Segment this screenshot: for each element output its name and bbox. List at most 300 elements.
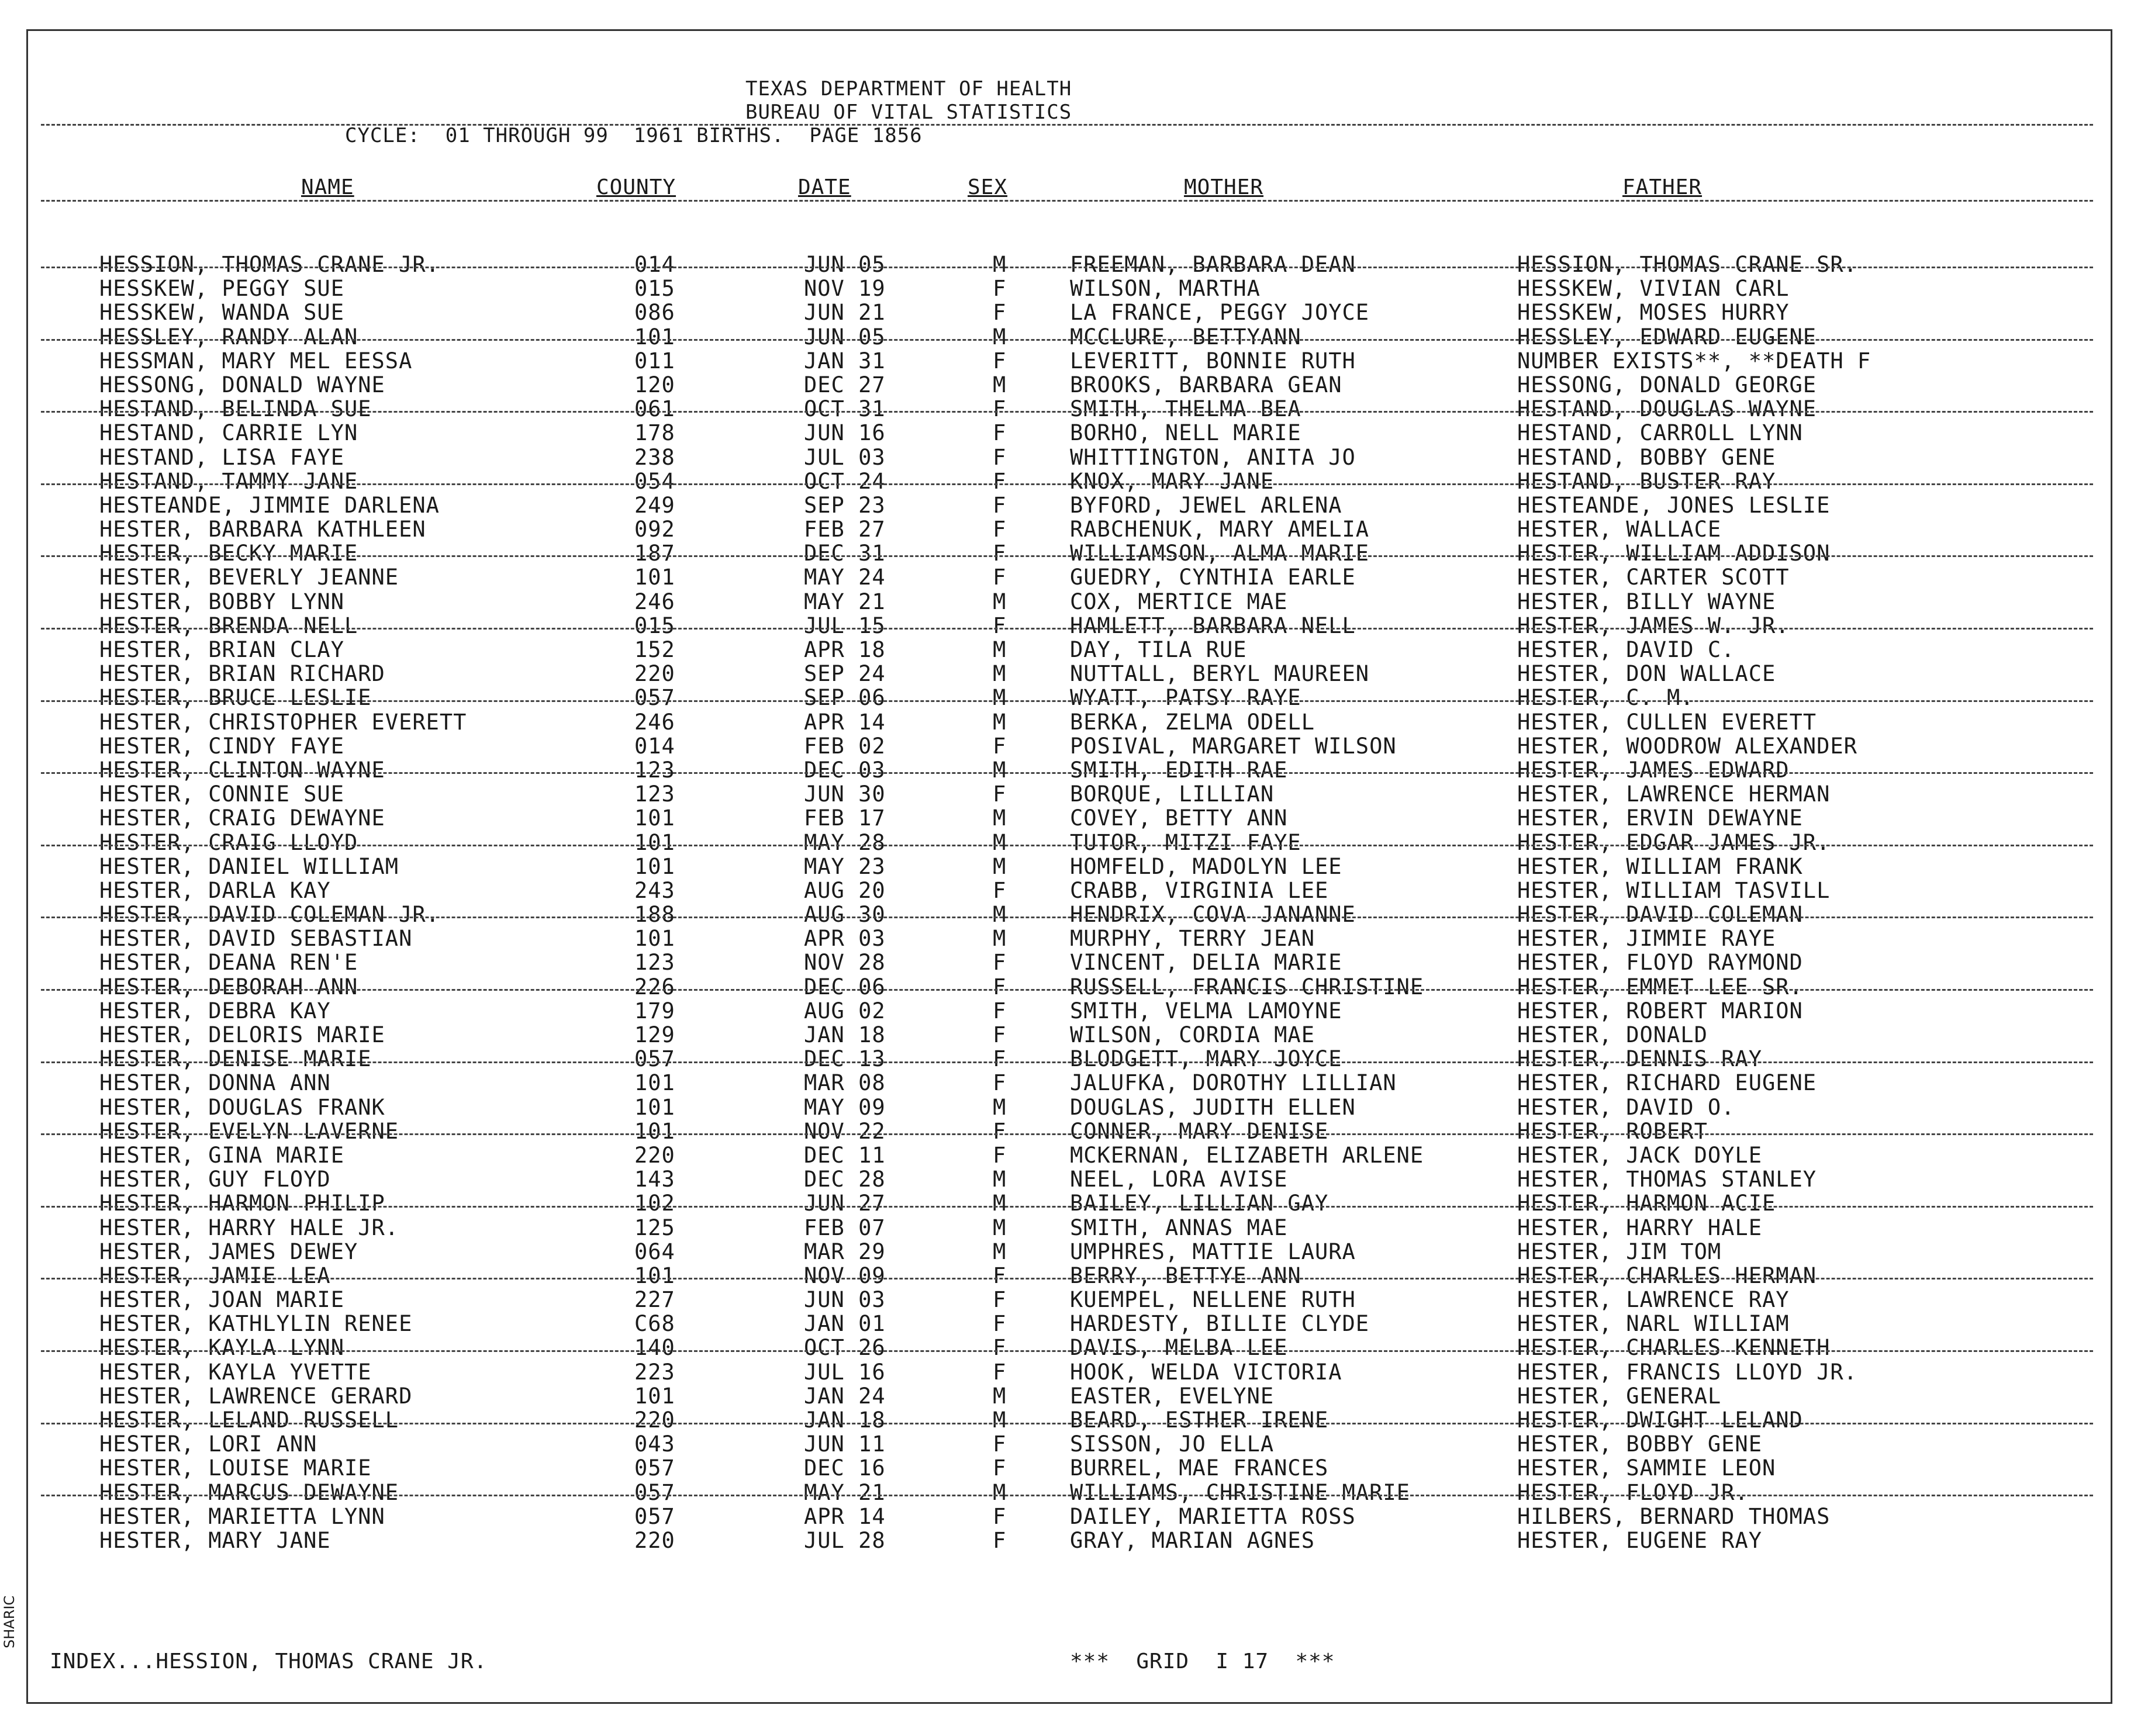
- name-cell: HESTER, KAYLA YVETTE: [99, 1359, 372, 1385]
- county-cell: 101: [634, 565, 675, 590]
- mother-cell: DAVIS, MELBA LEE: [1070, 1335, 1288, 1361]
- name-cell: HESTER, DANIEL WILLIAM: [99, 853, 399, 879]
- date-cell: FEB 02: [804, 733, 886, 759]
- father-cell: HESTER, JAMES EDWARD: [1517, 757, 1790, 783]
- name-cell: HESTER, CRAIG LLOYD: [99, 829, 358, 855]
- mother-cell: POSIVAL, MARGARET WILSON: [1070, 733, 1397, 759]
- county-cell: 101: [634, 1118, 675, 1144]
- county-cell: 086: [634, 300, 675, 326]
- county-cell: 014: [634, 252, 675, 277]
- date-cell: AUG 02: [804, 998, 886, 1023]
- father-cell: HESSKEW, VIVIAN CARL: [1517, 276, 1790, 302]
- table-row: [0, 349, 2134, 373]
- name-cell: HESTER, DEBRA KAY: [99, 998, 331, 1023]
- name-cell: HESTER, LAWRENCE GERARD: [99, 1383, 413, 1409]
- county-cell: 220: [634, 1408, 675, 1433]
- table-row: [0, 1143, 2134, 1167]
- county-cell: 123: [634, 757, 675, 783]
- county-cell: 249: [634, 492, 675, 518]
- name-cell: HESTAND, TAMMY JANE: [99, 468, 358, 494]
- date-cell: MAY 23: [804, 853, 886, 879]
- name-cell: HESTER, BRIAN CLAY: [99, 637, 344, 662]
- row-divider: [41, 772, 2093, 774]
- table-row: [0, 517, 2134, 541]
- sex-cell: F: [993, 1311, 1007, 1337]
- sex-cell: M: [993, 324, 1007, 350]
- mother-cell: DOUGLAS, JUDITH ELLEN: [1070, 1094, 1356, 1120]
- father-cell: HESTER, FLOYD JR.: [1517, 1479, 1749, 1505]
- mother-cell: HAMLETT, BARBARA NELL: [1070, 613, 1356, 638]
- father-cell: HESTER, ROBERT: [1517, 1118, 1708, 1144]
- row-divider: [41, 1133, 2093, 1135]
- father-cell: HESTER, RICHARD EUGENE: [1517, 1070, 1817, 1096]
- sex-cell: M: [993, 1215, 1007, 1240]
- column-header-father: FATHER: [1622, 175, 1703, 199]
- sex-cell: M: [993, 637, 1007, 662]
- sex-cell: F: [993, 300, 1007, 326]
- county-cell: 243: [634, 877, 675, 903]
- name-cell: HESTER, DARLA KAY: [99, 877, 331, 903]
- table-row: [0, 855, 2134, 879]
- date-cell: APR 14: [804, 1503, 886, 1529]
- name-cell: HESSKEW, PEGGY SUE: [99, 276, 344, 302]
- row-divider: [41, 1278, 2093, 1279]
- county-cell: 246: [634, 709, 675, 735]
- date-cell: NOV 22: [804, 1118, 886, 1144]
- date-cell: APR 18: [804, 637, 886, 662]
- table-row: [0, 373, 2134, 397]
- mother-cell: WILSON, CORDIA MAE: [1070, 1022, 1315, 1047]
- date-cell: JUN 05: [804, 252, 886, 277]
- county-cell: 220: [634, 661, 675, 687]
- table-row: [0, 1408, 2134, 1432]
- date-cell: DEC 27: [804, 372, 886, 397]
- name-cell: HESTER, LOUISE MARIE: [99, 1455, 372, 1481]
- mother-cell: GRAY, MARIAN AGNES: [1070, 1527, 1315, 1553]
- name-cell: HESTER, CONNIE SUE: [99, 781, 344, 807]
- date-cell: DEC 11: [804, 1142, 886, 1168]
- county-cell: 015: [634, 276, 675, 302]
- sex-cell: F: [993, 1263, 1007, 1288]
- name-cell: HESTER, JOAN MARIE: [99, 1287, 344, 1313]
- mother-cell: SMITH, THELMA BEA: [1070, 396, 1301, 422]
- sex-cell: M: [993, 709, 1007, 735]
- name-cell: HESTER, BEVERLY JEANNE: [99, 565, 399, 590]
- date-cell: MAY 28: [804, 829, 886, 855]
- mother-cell: SMITH, VELMA LAMOYNE: [1070, 998, 1342, 1023]
- name-cell: HESTER, CINDY FAYE: [99, 733, 344, 759]
- date-cell: SEP 23: [804, 492, 886, 518]
- name-cell: HESTER, DEANA REN'E: [99, 950, 358, 976]
- side-label: SHARIC: [1, 1595, 18, 1648]
- date-cell: JAN 31: [804, 348, 886, 374]
- name-cell: HESTER, DAVID COLEMAN JR.: [99, 902, 440, 928]
- date-cell: JUN 16: [804, 420, 886, 446]
- table-row: [0, 1216, 2134, 1240]
- date-cell: JUL 15: [804, 613, 886, 638]
- father-cell: HESTER, FLOYD RAYMOND: [1517, 950, 1803, 976]
- sex-cell: F: [993, 444, 1007, 470]
- father-cell: HESTER, CARTER SCOTT: [1517, 565, 1790, 590]
- county-cell: 015: [634, 613, 675, 638]
- county-cell: 140: [634, 1335, 675, 1361]
- date-cell: JUN 27: [804, 1191, 886, 1216]
- column-header-name: NAME: [301, 175, 354, 199]
- father-cell: HESTER, DAVID C.: [1517, 637, 1735, 662]
- row-divider: [41, 917, 2093, 918]
- name-cell: HESSMAN, MARY MEL EESSA: [99, 348, 413, 374]
- date-cell: OCT 26: [804, 1335, 886, 1361]
- name-cell: HESTER, BRENDA NELL: [99, 613, 358, 638]
- mother-cell: JALUFKA, DOROTHY LILLIAN: [1070, 1070, 1397, 1096]
- mother-cell: RUSSELL, FRANCIS CHRISTINE: [1070, 974, 1424, 1000]
- name-cell: HESTER, CRAIG DEWAYNE: [99, 805, 385, 831]
- father-cell: HESTER, WOODROW ALEXANDER: [1517, 733, 1857, 759]
- county-cell: 092: [634, 517, 675, 542]
- sex-cell: M: [993, 372, 1007, 397]
- date-cell: OCT 24: [804, 468, 886, 494]
- sex-cell: F: [993, 468, 1007, 494]
- date-cell: JAN 24: [804, 1383, 886, 1409]
- county-cell: 120: [634, 372, 675, 397]
- father-cell: HESTER, ERVIN DEWAYNE: [1517, 805, 1803, 831]
- name-cell: HESTER, GINA MARIE: [99, 1142, 344, 1168]
- date-cell: DEC 16: [804, 1455, 886, 1481]
- father-cell: HESTER, DON WALLACE: [1517, 661, 1776, 687]
- father-cell: HESTER, FRANCIS LLOYD JR.: [1517, 1359, 1857, 1385]
- table-row: [0, 1264, 2134, 1288]
- date-cell: NOV 19: [804, 276, 886, 302]
- table-row: [0, 1528, 2134, 1552]
- name-cell: HESTER, CHRISTOPHER EVERETT: [99, 709, 467, 735]
- table-row: [0, 421, 2134, 445]
- row-divider: [41, 845, 2093, 846]
- date-cell: DEC 03: [804, 757, 886, 783]
- father-cell: HESSLEY, EDWARD EUGENE: [1517, 324, 1817, 350]
- mother-cell: DAILEY, MARIETTA ROSS: [1070, 1503, 1356, 1529]
- sex-cell: F: [993, 733, 1007, 759]
- father-cell: HESTER, THOMAS STANLEY: [1517, 1167, 1817, 1192]
- date-cell: JAN 01: [804, 1311, 886, 1337]
- county-cell: 178: [634, 420, 675, 446]
- table-row: [0, 253, 2134, 276]
- date-cell: JUN 11: [804, 1431, 886, 1457]
- father-cell: HESTER, CHARLES HERMAN: [1517, 1263, 1817, 1288]
- sex-cell: F: [993, 565, 1007, 590]
- father-cell: HESTER, LAWRENCE HERMAN: [1517, 781, 1831, 807]
- name-cell: HESTER, BECKY MARIE: [99, 541, 358, 566]
- father-cell: HESTER, DENNIS RAY: [1517, 1046, 1762, 1072]
- sex-cell: F: [993, 1359, 1007, 1385]
- column-header-county: COUNTY: [596, 175, 676, 199]
- table-row: [0, 1360, 2134, 1384]
- county-cell: 101: [634, 829, 675, 855]
- county-cell: 179: [634, 998, 675, 1023]
- mother-cell: BERRY, BETTYE ANN: [1070, 1263, 1301, 1288]
- header-agency: TEXAS DEPARTMENT OF HEALTH: [745, 77, 1072, 101]
- mother-cell: WILLIAMSON, ALMA MARIE: [1070, 541, 1370, 566]
- mother-cell: BROOKS, BARBARA GEAN: [1070, 372, 1342, 397]
- table-row: [0, 1432, 2134, 1456]
- sex-cell: M: [993, 1479, 1007, 1505]
- mother-cell: BORHO, NELL MARIE: [1070, 420, 1301, 446]
- father-cell: HESTER, JIM TOM: [1517, 1239, 1722, 1264]
- sex-cell: F: [993, 1527, 1007, 1553]
- table-row: [0, 1384, 2134, 1408]
- mother-cell: NUTTALL, BERYL MAUREEN: [1070, 661, 1370, 687]
- table-row: [0, 734, 2134, 758]
- table-row: [0, 445, 2134, 469]
- sex-cell: M: [993, 805, 1007, 831]
- name-cell: HESTER, KAYLA LYNN: [99, 1335, 344, 1361]
- date-cell: JUL 03: [804, 444, 886, 470]
- table-row: [0, 879, 2134, 902]
- table-row: [0, 782, 2134, 806]
- table-row: [0, 1312, 2134, 1336]
- sex-cell: M: [993, 1191, 1007, 1216]
- date-cell: AUG 20: [804, 877, 886, 903]
- father-cell: HESTAND, CARROLL LYNN: [1517, 420, 1803, 446]
- name-cell: HESTER, HARMON PHILIP: [99, 1191, 385, 1216]
- table-row: [0, 710, 2134, 734]
- sex-cell: F: [993, 1118, 1007, 1144]
- row-divider: [41, 1206, 2093, 1208]
- row-divider: [41, 1423, 2093, 1424]
- father-cell: HESTER, DAVID O.: [1517, 1094, 1735, 1120]
- sex-cell: M: [993, 1094, 1007, 1120]
- column-header-divider: [41, 200, 2093, 202]
- date-cell: MAY 21: [804, 589, 886, 614]
- name-cell: HESTER, HARRY HALE JR.: [99, 1215, 399, 1240]
- mother-cell: BYFORD, JEWEL ARLENA: [1070, 492, 1342, 518]
- table-row: [0, 590, 2134, 614]
- sex-cell: F: [993, 492, 1007, 518]
- county-cell: 057: [634, 685, 675, 711]
- sex-cell: M: [993, 1167, 1007, 1192]
- sex-cell: M: [993, 926, 1007, 952]
- county-cell: 057: [634, 1046, 675, 1072]
- father-cell: HESSONG, DONALD GEORGE: [1517, 372, 1817, 397]
- father-cell: HESTAND, BUSTER RAY: [1517, 468, 1776, 494]
- county-cell: 246: [634, 589, 675, 614]
- table-row: [0, 325, 2134, 349]
- name-cell: HESTER, EVELYN LAVERNE: [99, 1118, 399, 1144]
- sex-cell: F: [993, 781, 1007, 807]
- date-cell: OCT 31: [804, 396, 886, 422]
- father-cell: HESTER, LAWRENCE RAY: [1517, 1287, 1790, 1313]
- date-cell: MAY 24: [804, 565, 886, 590]
- father-cell: HESTER, WILLIAM TASVILL: [1517, 877, 1831, 903]
- date-cell: MAR 08: [804, 1070, 886, 1096]
- sex-cell: F: [993, 1455, 1007, 1481]
- date-cell: JUN 21: [804, 300, 886, 326]
- date-cell: JUN 30: [804, 781, 886, 807]
- name-cell: HESTER, BARBARA KATHLEEN: [99, 517, 426, 542]
- sex-cell: F: [993, 974, 1007, 1000]
- mother-cell: HENDRIX, COVA JANANNE: [1070, 902, 1356, 928]
- sex-cell: M: [993, 853, 1007, 879]
- name-cell: HESTER, BRUCE LESLIE: [99, 685, 372, 711]
- table-row: [0, 541, 2134, 565]
- date-cell: APR 03: [804, 926, 886, 952]
- county-cell: 101: [634, 926, 675, 952]
- row-divider: [41, 1495, 2093, 1496]
- name-cell: HESTAND, BELINDA SUE: [99, 396, 372, 422]
- sex-cell: F: [993, 420, 1007, 446]
- father-cell: NUMBER EXISTS**, **DEATH F: [1517, 348, 1871, 374]
- mother-cell: TUTOR, MITZI FAYE: [1070, 829, 1301, 855]
- header-bureau: BUREAU OF VITAL STATISTICS: [745, 101, 1072, 124]
- table-row: [0, 1240, 2134, 1264]
- date-cell: DEC 31: [804, 541, 886, 566]
- table-row: [0, 565, 2134, 589]
- name-cell: HESTEANDE, JIMMIE DARLENA: [99, 492, 440, 518]
- sex-cell: M: [993, 589, 1007, 614]
- name-cell: HESTER, BOBBY LYNN: [99, 589, 344, 614]
- name-cell: HESTER, GUY FLOYD: [99, 1167, 331, 1192]
- table-row: [0, 493, 2134, 517]
- date-cell: FEB 07: [804, 1215, 886, 1240]
- mother-cell: SMITH, EDITH RAE: [1070, 757, 1288, 783]
- sex-cell: F: [993, 1503, 1007, 1529]
- sex-cell: F: [993, 1142, 1007, 1168]
- county-cell: 057: [634, 1479, 675, 1505]
- county-cell: 011: [634, 348, 675, 374]
- mother-cell: KUEMPEL, NELLENE RUTH: [1070, 1287, 1356, 1313]
- name-cell: HESTER, DOUGLAS FRANK: [99, 1094, 385, 1120]
- name-cell: HESSKEW, WANDA SUE: [99, 300, 344, 326]
- mother-cell: SISSON, JO ELLA: [1070, 1431, 1275, 1457]
- county-cell: 227: [634, 1287, 675, 1313]
- father-cell: HESTER, SAMMIE LEON: [1517, 1455, 1776, 1481]
- table-row: [0, 831, 2134, 855]
- county-cell: 061: [634, 396, 675, 422]
- date-cell: MAR 29: [804, 1239, 886, 1264]
- row-divider: [41, 411, 2093, 413]
- table-row: [0, 1071, 2134, 1095]
- mother-cell: HARDESTY, BILLIE CLYDE: [1070, 1311, 1370, 1337]
- county-cell: 187: [634, 541, 675, 566]
- county-cell: 043: [634, 1431, 675, 1457]
- row-divider: [41, 267, 2093, 268]
- name-cell: HESTAND, CARRIE LYN: [99, 420, 358, 446]
- county-cell: 102: [634, 1191, 675, 1216]
- mother-cell: SMITH, ANNAS MAE: [1070, 1215, 1288, 1240]
- row-divider: [41, 700, 2093, 702]
- mother-cell: LA FRANCE, PEGGY JOYCE: [1070, 300, 1370, 326]
- table-row: [0, 1505, 2134, 1528]
- father-cell: HESSKEW, MOSES HURRY: [1517, 300, 1790, 326]
- sex-cell: M: [993, 1408, 1007, 1433]
- father-cell: HESTAND, BOBBY GENE: [1517, 444, 1776, 470]
- table-row: [0, 1191, 2134, 1215]
- county-cell: 054: [634, 468, 675, 494]
- mother-cell: NEEL, LORA AVISE: [1070, 1167, 1288, 1192]
- county-cell: 143: [634, 1167, 675, 1192]
- sex-cell: F: [993, 1431, 1007, 1457]
- county-cell: 188: [634, 902, 675, 928]
- county-cell: 101: [634, 1094, 675, 1120]
- father-cell: HESTER, BOBBY GENE: [1517, 1431, 1762, 1457]
- county-cell: 152: [634, 637, 675, 662]
- mother-cell: HOMFELD, MADOLYN LEE: [1070, 853, 1342, 879]
- mother-cell: VINCENT, DELIA MARIE: [1070, 950, 1342, 976]
- date-cell: SEP 24: [804, 661, 886, 687]
- column-header-date: DATE: [798, 175, 851, 199]
- index-line: INDEX...HESSION, THOMAS CRANE JR.: [50, 1649, 488, 1673]
- date-cell: APR 14: [804, 709, 886, 735]
- father-cell: HESTER, JACK DOYLE: [1517, 1142, 1762, 1168]
- mother-cell: LEVERITT, BONNIE RUTH: [1070, 348, 1356, 374]
- father-cell: HESSION, THOMAS CRANE SR.: [1517, 252, 1857, 277]
- sex-cell: F: [993, 541, 1007, 566]
- father-cell: HESTER, CHARLES KENNETH: [1517, 1335, 1831, 1361]
- county-cell: 101: [634, 805, 675, 831]
- mother-cell: CONNER, MARY DENISE: [1070, 1118, 1329, 1144]
- date-cell: JUL 28: [804, 1527, 886, 1553]
- name-cell: HESTER, DELORIS MARIE: [99, 1022, 385, 1047]
- name-cell: HESTER, LELAND RUSSELL: [99, 1408, 399, 1433]
- name-cell: HESTER, DEBORAH ANN: [99, 974, 358, 1000]
- mother-cell: CRABB, VIRGINIA LEE: [1070, 877, 1329, 903]
- mother-cell: MCKERNAN, ELIZABETH ARLENE: [1070, 1142, 1424, 1168]
- sex-cell: M: [993, 661, 1007, 687]
- mother-cell: BERKA, ZELMA ODELL: [1070, 709, 1315, 735]
- name-cell: HESSONG, DONALD WAYNE: [99, 372, 385, 397]
- sex-cell: F: [993, 1022, 1007, 1047]
- father-cell: HESTER, DAVID COLEMAN: [1517, 902, 1803, 928]
- date-cell: FEB 17: [804, 805, 886, 831]
- mother-cell: COX, MERTICE MAE: [1070, 589, 1288, 614]
- cycle-line: CYCLE: 01 THROUGH 99 1961 BIRTHS. PAGE 1856: [345, 124, 923, 147]
- name-cell: HESTAND, LISA FAYE: [99, 444, 344, 470]
- date-cell: DEC 06: [804, 974, 886, 1000]
- sex-cell: F: [993, 950, 1007, 976]
- father-cell: HESTER, HARMON ACIE: [1517, 1191, 1776, 1216]
- date-cell: JUN 05: [804, 324, 886, 350]
- father-cell: HESTER, C. M.: [1517, 685, 1694, 711]
- mother-cell: BAILEY, LILLIAN GAY: [1070, 1191, 1329, 1216]
- sex-cell: F: [993, 1335, 1007, 1361]
- date-cell: DEC 13: [804, 1046, 886, 1072]
- name-cell: HESTER, KATHLYLIN RENEE: [99, 1311, 413, 1337]
- date-cell: NOV 28: [804, 950, 886, 976]
- record-table: [0, 253, 2134, 1552]
- table-row: [0, 1336, 2134, 1360]
- sex-cell: M: [993, 757, 1007, 783]
- table-row: [0, 758, 2134, 782]
- county-cell: 057: [634, 1503, 675, 1529]
- father-cell: HESTER, DONALD: [1517, 1022, 1708, 1047]
- father-cell: HESTER, CULLEN EVERETT: [1517, 709, 1817, 735]
- table-row: [0, 1119, 2134, 1143]
- county-cell: 238: [634, 444, 675, 470]
- sex-cell: F: [993, 613, 1007, 638]
- county-cell: 220: [634, 1527, 675, 1553]
- name-cell: HESSION, THOMAS CRANE JR.: [99, 252, 440, 277]
- county-cell: 014: [634, 733, 675, 759]
- name-cell: HESTER, MARIETTA LYNN: [99, 1503, 385, 1529]
- mother-cell: DAY, TILA RUE: [1070, 637, 1247, 662]
- mother-cell: WILSON, MARTHA: [1070, 276, 1261, 302]
- county-cell: 129: [634, 1022, 675, 1047]
- county-cell: 101: [634, 1070, 675, 1096]
- father-cell: HESTER, WILLIAM FRANK: [1517, 853, 1803, 879]
- county-cell: 125: [634, 1215, 675, 1240]
- name-cell: HESTER, CLINTON WAYNE: [99, 757, 385, 783]
- name-cell: HESTER, JAMIE LEA: [99, 1263, 331, 1288]
- column-header-sex: SEX: [968, 175, 1008, 199]
